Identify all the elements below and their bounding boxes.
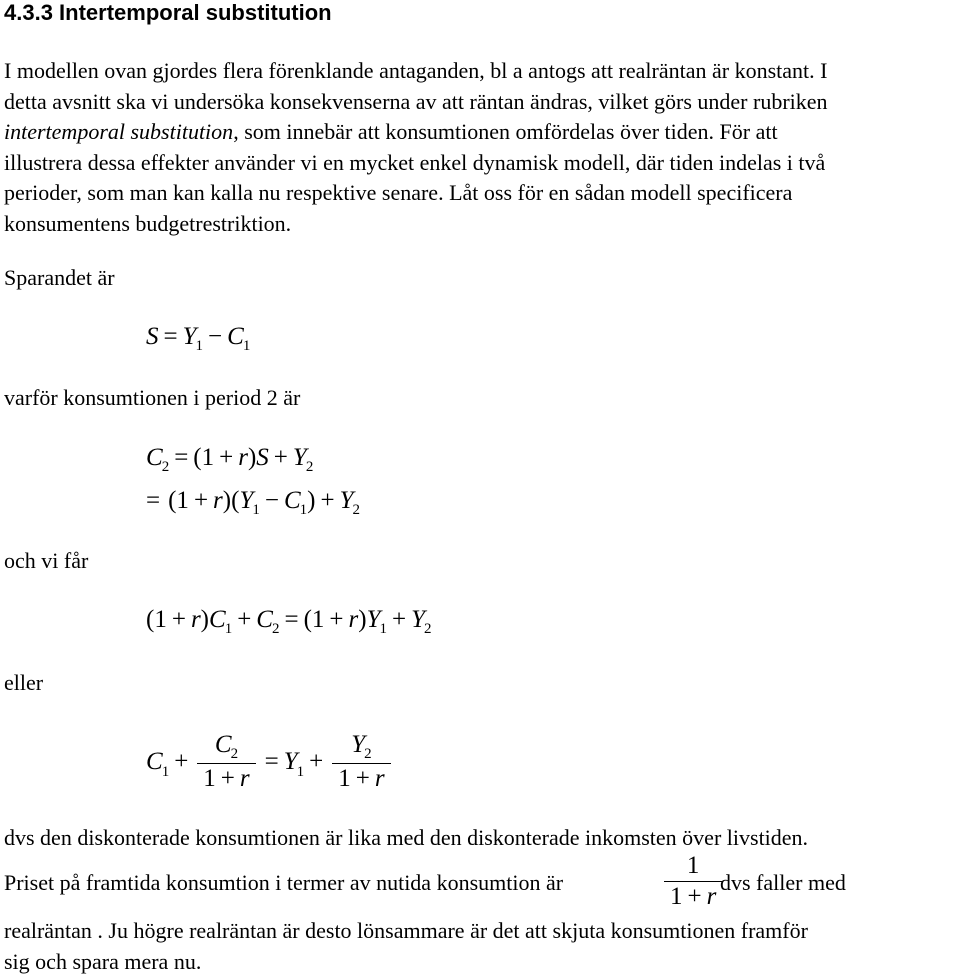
priset-before: Priset på framtida konsumtion i termer av nutida konsumtion är (4, 868, 563, 898)
eq3-plus-2: + (315, 487, 339, 514)
eq3-mid: )( (223, 487, 240, 514)
intro-line-1: I modellen ovan gjordes flera förenklande antaganden, bl a antogs att realräntan är konstant. I (4, 56, 958, 87)
intro-paragraph (4, 56, 958, 239)
equation-savings (146, 322, 250, 355)
eq5-frac1-den-plus: + (216, 765, 240, 792)
eq2-r: r (238, 444, 248, 471)
eq4-C1: C (209, 606, 226, 633)
eq3-close: ) (307, 487, 315, 514)
eq2-plus-2: + (269, 444, 293, 471)
intro-italic-term: intertemporal substitution (4, 119, 233, 144)
eq1-equals: = (159, 323, 183, 350)
eq5-plus: + (169, 748, 193, 775)
eq5-fraction-c2 (197, 730, 255, 794)
eq2-C: C (146, 444, 163, 471)
eq4-plus-3: + (324, 606, 348, 633)
priset-frac-den (664, 882, 722, 912)
eq4-Y2: Y (411, 606, 425, 633)
eq3-equals: = (146, 487, 160, 514)
priset-frac-num: 1 (664, 851, 722, 881)
eq4-C2: C (256, 606, 273, 633)
eq5-frac1-C-sub: 2 (231, 746, 239, 762)
eq3-Y2-sub: 2 (352, 502, 360, 518)
intro-line-4: illustrera dessa effekter använder vi en mycket enkel dynamisk modell, där tiden indelas i två (4, 148, 958, 179)
eq2-plus: + (214, 444, 238, 471)
eq4-open: (1 (146, 606, 167, 633)
eq1-C: C (227, 323, 244, 350)
eq1-Y-sub: 1 (196, 338, 204, 354)
eq5-Y1: Y (284, 748, 298, 775)
eq4-Y1-sub: 1 (380, 621, 388, 637)
eq3-r: r (213, 487, 223, 514)
eq3-minus: − (260, 487, 284, 514)
eq3-Y-sub: 1 (252, 502, 260, 518)
eq4-plus-4: + (387, 606, 411, 633)
eq5-plus-2: + (304, 748, 328, 775)
equation-budget (146, 605, 432, 638)
eq4-plus-2: + (232, 606, 256, 633)
eq5-frac2-den-r: r (375, 765, 385, 792)
eq4-C1-sub: 1 (225, 621, 233, 637)
eq5-C1-sub: 1 (162, 764, 170, 780)
eq4-r: r (191, 606, 201, 633)
equation-discounted (146, 730, 395, 794)
intro-line-6: konsumentens budgetrestriktion. (4, 209, 958, 240)
eq4-C2-sub: 2 (272, 621, 280, 637)
eq5-fraction-y2 (332, 730, 390, 794)
eq5-frac2-den (332, 764, 390, 794)
varfor-label: varför konsumtionen i period 2 är (4, 383, 300, 413)
eq4-equals: = (279, 606, 303, 633)
eq5-equals: = (260, 748, 284, 775)
eq3-C-sub: 1 (300, 502, 308, 518)
intro-line-5: perioder, som man kan kalla nu respektive senare. Låt oss för en sådan modell specificera (4, 178, 958, 209)
equation-c2-line2 (146, 486, 360, 519)
priset-den-plus: + (683, 883, 707, 910)
eq5-frac1-num (197, 730, 255, 763)
eq4-open-2: (1 (304, 606, 325, 633)
eq4-Y1: Y (367, 606, 381, 633)
eq4-close-2: ) (358, 606, 366, 633)
eq5-frac2-den-plus: + (351, 765, 375, 792)
priset-after: dvs faller med (720, 868, 846, 898)
eq4-close: ) (201, 606, 209, 633)
eq2-Y-sub: 2 (306, 459, 314, 475)
eq4-r-2: r (349, 606, 359, 633)
eller-label: eller (4, 668, 43, 698)
eq5-frac2-num (332, 730, 390, 763)
sparandet-label: Sparandet är (4, 263, 115, 293)
eq5-frac2-Y-sub: 2 (364, 746, 372, 762)
priset-frac (664, 851, 722, 912)
eq3-C: C (284, 487, 301, 514)
priset-fraction (660, 851, 726, 912)
closing-line-1: realräntan . Ju högre realräntan är desto lönsammare är det att skjuta konsumtionen framför (4, 916, 958, 947)
eq2-S: S (256, 444, 269, 471)
dvs-text: dvs den diskonterade konsumtionen är lika med den diskonterade inkomsten över livstiden. (4, 823, 808, 853)
eq2-open: (1 (193, 444, 214, 471)
closing-paragraph (4, 916, 958, 977)
eq2-equals: = (169, 444, 193, 471)
equation-c2-line1 (146, 443, 313, 476)
eq5-Y1-sub: 1 (297, 764, 305, 780)
eq5-frac1-C: C (215, 731, 232, 758)
eq5-frac1-den-one: 1 (203, 765, 216, 792)
eq2-close: ) (248, 444, 256, 471)
eq4-Y2-sub: 2 (424, 621, 432, 637)
intro-line-3-rest: , som innebär att konsumtionen omfördelas över tiden. För att (233, 119, 777, 144)
eq3-Y: Y (239, 487, 253, 514)
eq1-Y: Y (183, 323, 197, 350)
priset-den-r: r (707, 883, 717, 910)
eq5-C1: C (146, 748, 163, 775)
eq5-frac1-den (197, 764, 255, 794)
priset-den-one: 1 (670, 883, 683, 910)
section-heading: 4.3.3 Intertemporal substitution (4, 0, 332, 28)
eq4-plus: + (167, 606, 191, 633)
intro-line-2: detta avsnitt ska vi undersöka konsekvenserna av att räntan ändras, vilket görs under rubriken (4, 87, 958, 118)
eq3-open: (1 (160, 487, 189, 514)
closing-line-2: sig och spara mera nu. (4, 947, 958, 977)
intro-line-3 (4, 117, 958, 148)
eq1-C-sub: 1 (243, 338, 251, 354)
eq5-frac2-Y: Y (351, 731, 365, 758)
eq1-S: S (146, 323, 159, 350)
eq2-Y: Y (293, 444, 307, 471)
eq2-C-sub: 2 (162, 459, 170, 475)
och-label: och vi får (4, 546, 88, 576)
eq3-Y2: Y (340, 487, 354, 514)
eq1-minus: − (203, 323, 227, 350)
eq5-frac1-den-r: r (240, 765, 250, 792)
eq3-plus: + (189, 487, 213, 514)
eq5-frac2-den-one: 1 (338, 765, 351, 792)
